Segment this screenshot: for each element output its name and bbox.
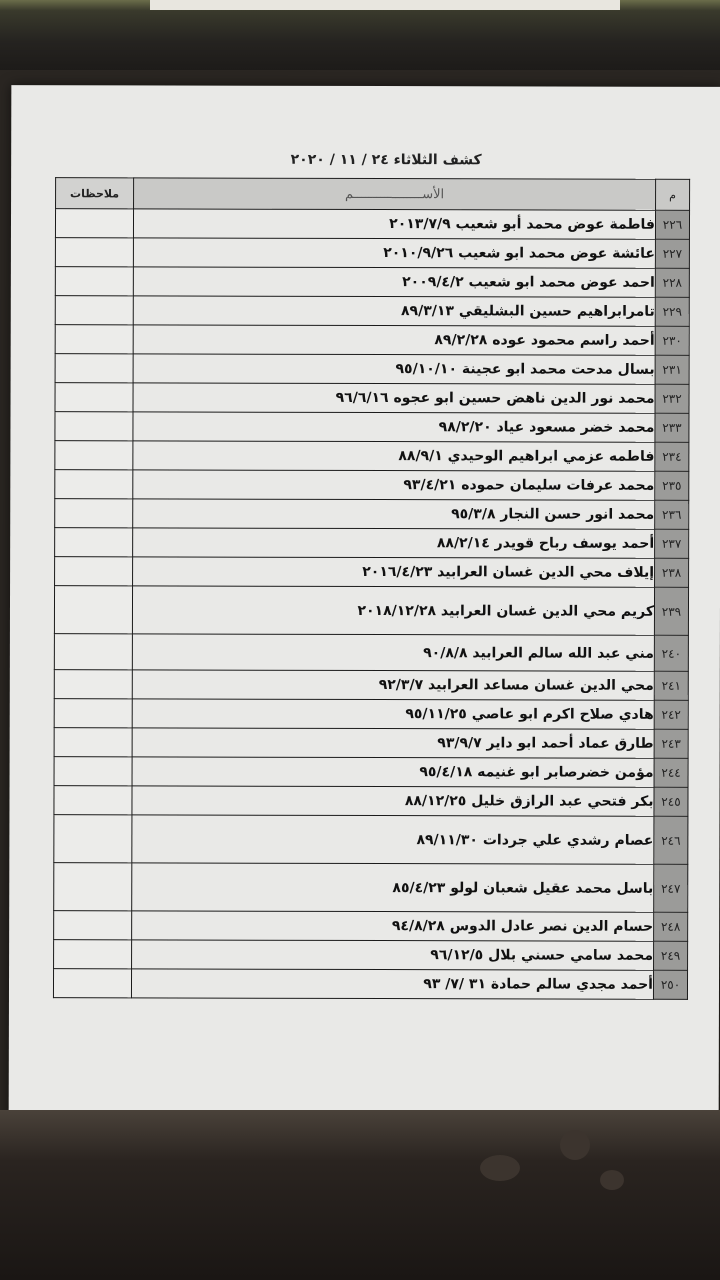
row-name: محمد عرفات سليمان حموده ٩٣/٤/٢١	[133, 470, 655, 500]
row-name: محمد نور الدين ناهض حسين ابو عجوه ٩٦/٦/١٦	[133, 383, 655, 413]
table-row	[55, 557, 689, 588]
row-notes	[55, 499, 133, 528]
row-name: احمد عوض محمد ابو شعيب ٢٠٠٩/٤/٢	[133, 267, 655, 297]
table-row	[54, 757, 688, 788]
row-number: ٢٣٧	[655, 529, 689, 558]
table-row	[54, 699, 688, 730]
row-notes	[55, 325, 133, 354]
row-notes	[54, 786, 132, 815]
row-notes	[55, 354, 133, 383]
paper-sheet	[9, 85, 720, 1121]
table-row	[55, 209, 689, 240]
row-name: كريم محي الدين غسان العرابيد ٢٠١٨/١٢/٢٨	[132, 586, 654, 635]
row-name: طارق عماد أحمد ابو داير ٩٣/٩/٧	[132, 728, 654, 758]
row-name: محمد سامي حسني بلال ٩٦/١٢/٥	[132, 940, 654, 970]
row-notes	[54, 757, 132, 786]
row-notes	[55, 296, 133, 325]
paper-edge-top	[150, 0, 620, 10]
row-name: محي الدين غسان مساعد العرابيد ٩٢/٣/٧	[132, 670, 654, 700]
row-notes	[53, 969, 131, 998]
row-name: محمد خضر مسعود عياد ٩٨/٢/٢٠	[133, 412, 655, 442]
row-name: بسال مدحت محمد ابو عجينة ٩٥/١٠/١٠	[133, 354, 655, 384]
row-name: إيلاف محي الدين غسان العرابيد ٢٠١٦/٤/٢٣	[133, 557, 655, 587]
table-row	[54, 786, 688, 817]
row-name: أحمد مجدي سالم حمادة ٣١ /٧/ ٩٣	[131, 969, 653, 999]
row-number: ٢٣٣	[655, 413, 689, 442]
table-row	[54, 728, 688, 759]
row-number: ٢٤٥	[654, 787, 688, 816]
row-number: ٢٤٩	[654, 941, 688, 970]
row-notes	[55, 528, 133, 557]
row-notes	[54, 634, 132, 670]
row-number: ٢٤٢	[654, 700, 688, 729]
row-notes	[54, 815, 132, 863]
row-number: ٢٤٦	[654, 816, 688, 864]
header-notes: ملاحظات	[56, 178, 134, 209]
floor-stain	[480, 1155, 520, 1181]
row-notes	[54, 728, 132, 757]
table-row	[55, 470, 689, 501]
row-name: حسام الدين نصر عادل الدوس ٩٤/٨/٢٨	[132, 911, 654, 941]
row-number: ٢٣٥	[655, 471, 689, 500]
table-row	[55, 441, 689, 472]
row-number: ٢٣٨	[655, 558, 689, 587]
table-row	[55, 499, 689, 530]
document-title: كشف الثلاثاء ٢٤ / ١١ / ٢٠٢٠	[290, 151, 482, 169]
row-number: ٢٣٩	[654, 587, 688, 635]
row-name: أحمد راسم محمود عوده ٨٩/٢/٢٨	[133, 325, 655, 355]
row-notes	[55, 470, 133, 499]
row-name: فاطمه عزمي ابراهيم الوحيدي ٨٨/٩/١	[133, 441, 655, 471]
table-row	[54, 863, 688, 913]
table-header-row	[56, 178, 690, 211]
row-number: ٢٤٨	[654, 912, 688, 941]
table-row	[54, 911, 688, 942]
row-name: هادي صلاح اكرم ابو عاصي ٩٥/١١/٢٥	[132, 699, 654, 729]
row-number: ٢٣٤	[655, 442, 689, 471]
floor-stain	[600, 1170, 624, 1190]
row-notes	[55, 412, 133, 441]
table-row	[54, 586, 688, 636]
table-row	[55, 267, 689, 298]
row-name: بكر فتحي عبد الرازق خليل ٨٨/١٢/٢٥	[132, 786, 654, 816]
table-row	[54, 815, 688, 865]
row-notes	[54, 940, 132, 969]
row-number: ٢٣٢	[655, 384, 689, 413]
row-name: فاطمة عوض محمد أبو شعيب ٢٠١٣/٧/٩	[133, 209, 655, 239]
row-number: ٢٣٦	[655, 500, 689, 529]
table-row	[54, 670, 688, 701]
row-name: باسل محمد عقيل شعبان لولو ٨٥/٤/٢٣	[132, 863, 654, 912]
names-table	[53, 177, 690, 1000]
row-number: ٢٥٠	[653, 970, 687, 999]
row-notes	[55, 267, 133, 296]
row-number: ٢٢٦	[655, 210, 689, 239]
table-row	[55, 383, 689, 414]
table-row	[55, 296, 689, 327]
row-notes	[54, 670, 132, 699]
row-number: ٢٤٧	[654, 864, 688, 912]
row-notes	[54, 863, 132, 911]
row-number: ٢٣١	[655, 355, 689, 384]
row-number: ٢٢٩	[655, 297, 689, 326]
row-name: مؤمن خضرصابر ابو غنيمه ٩٥/٤/١٨	[132, 757, 654, 787]
table-row	[55, 325, 689, 356]
background-bottom	[0, 1110, 720, 1280]
row-number: ٢٢٨	[655, 268, 689, 297]
row-number: ٢٤٠	[654, 635, 688, 671]
row-name: تامرابراهيم حسين البشليقي ٨٩/٣/١٣	[133, 296, 655, 326]
row-notes	[54, 911, 132, 940]
table-row	[55, 412, 689, 443]
row-notes	[55, 557, 133, 586]
row-name: عائشة عوض محمد ابو شعيب ٢٠١٠/٩/٢٦	[133, 238, 655, 268]
row-name: محمد انور حسن النجار ٩٥/٣/٨	[133, 499, 655, 529]
row-name: مني عبد الله سالم العرابيد ٩٠/٨/٨	[132, 634, 654, 671]
floor-stain	[560, 1130, 590, 1160]
row-number: ٢٣٠	[655, 326, 689, 355]
header-name: الأســــــــــــــــــم	[134, 178, 656, 210]
row-number: ٢٤١	[654, 671, 688, 700]
row-number: ٢٢٧	[655, 239, 689, 268]
table-row	[55, 354, 689, 385]
row-notes	[55, 441, 133, 470]
row-name: عصام رشدي علي جردات ٨٩/١١/٣٠	[132, 815, 654, 864]
row-notes	[54, 699, 132, 728]
table-row	[55, 238, 689, 269]
row-number: ٢٤٣	[654, 729, 688, 758]
table-row	[55, 528, 689, 559]
row-name: أحمد يوسف رباح قويدر ٨٨/٢/١٤	[133, 528, 655, 558]
table-row	[53, 969, 687, 1000]
row-notes	[55, 238, 133, 267]
row-number: ٢٤٤	[654, 758, 688, 787]
row-notes	[55, 209, 133, 238]
background-top	[0, 0, 720, 70]
table-row	[54, 940, 688, 971]
row-notes	[55, 383, 133, 412]
table-row	[54, 634, 688, 672]
header-number: م	[656, 179, 690, 210]
row-notes	[54, 586, 132, 634]
